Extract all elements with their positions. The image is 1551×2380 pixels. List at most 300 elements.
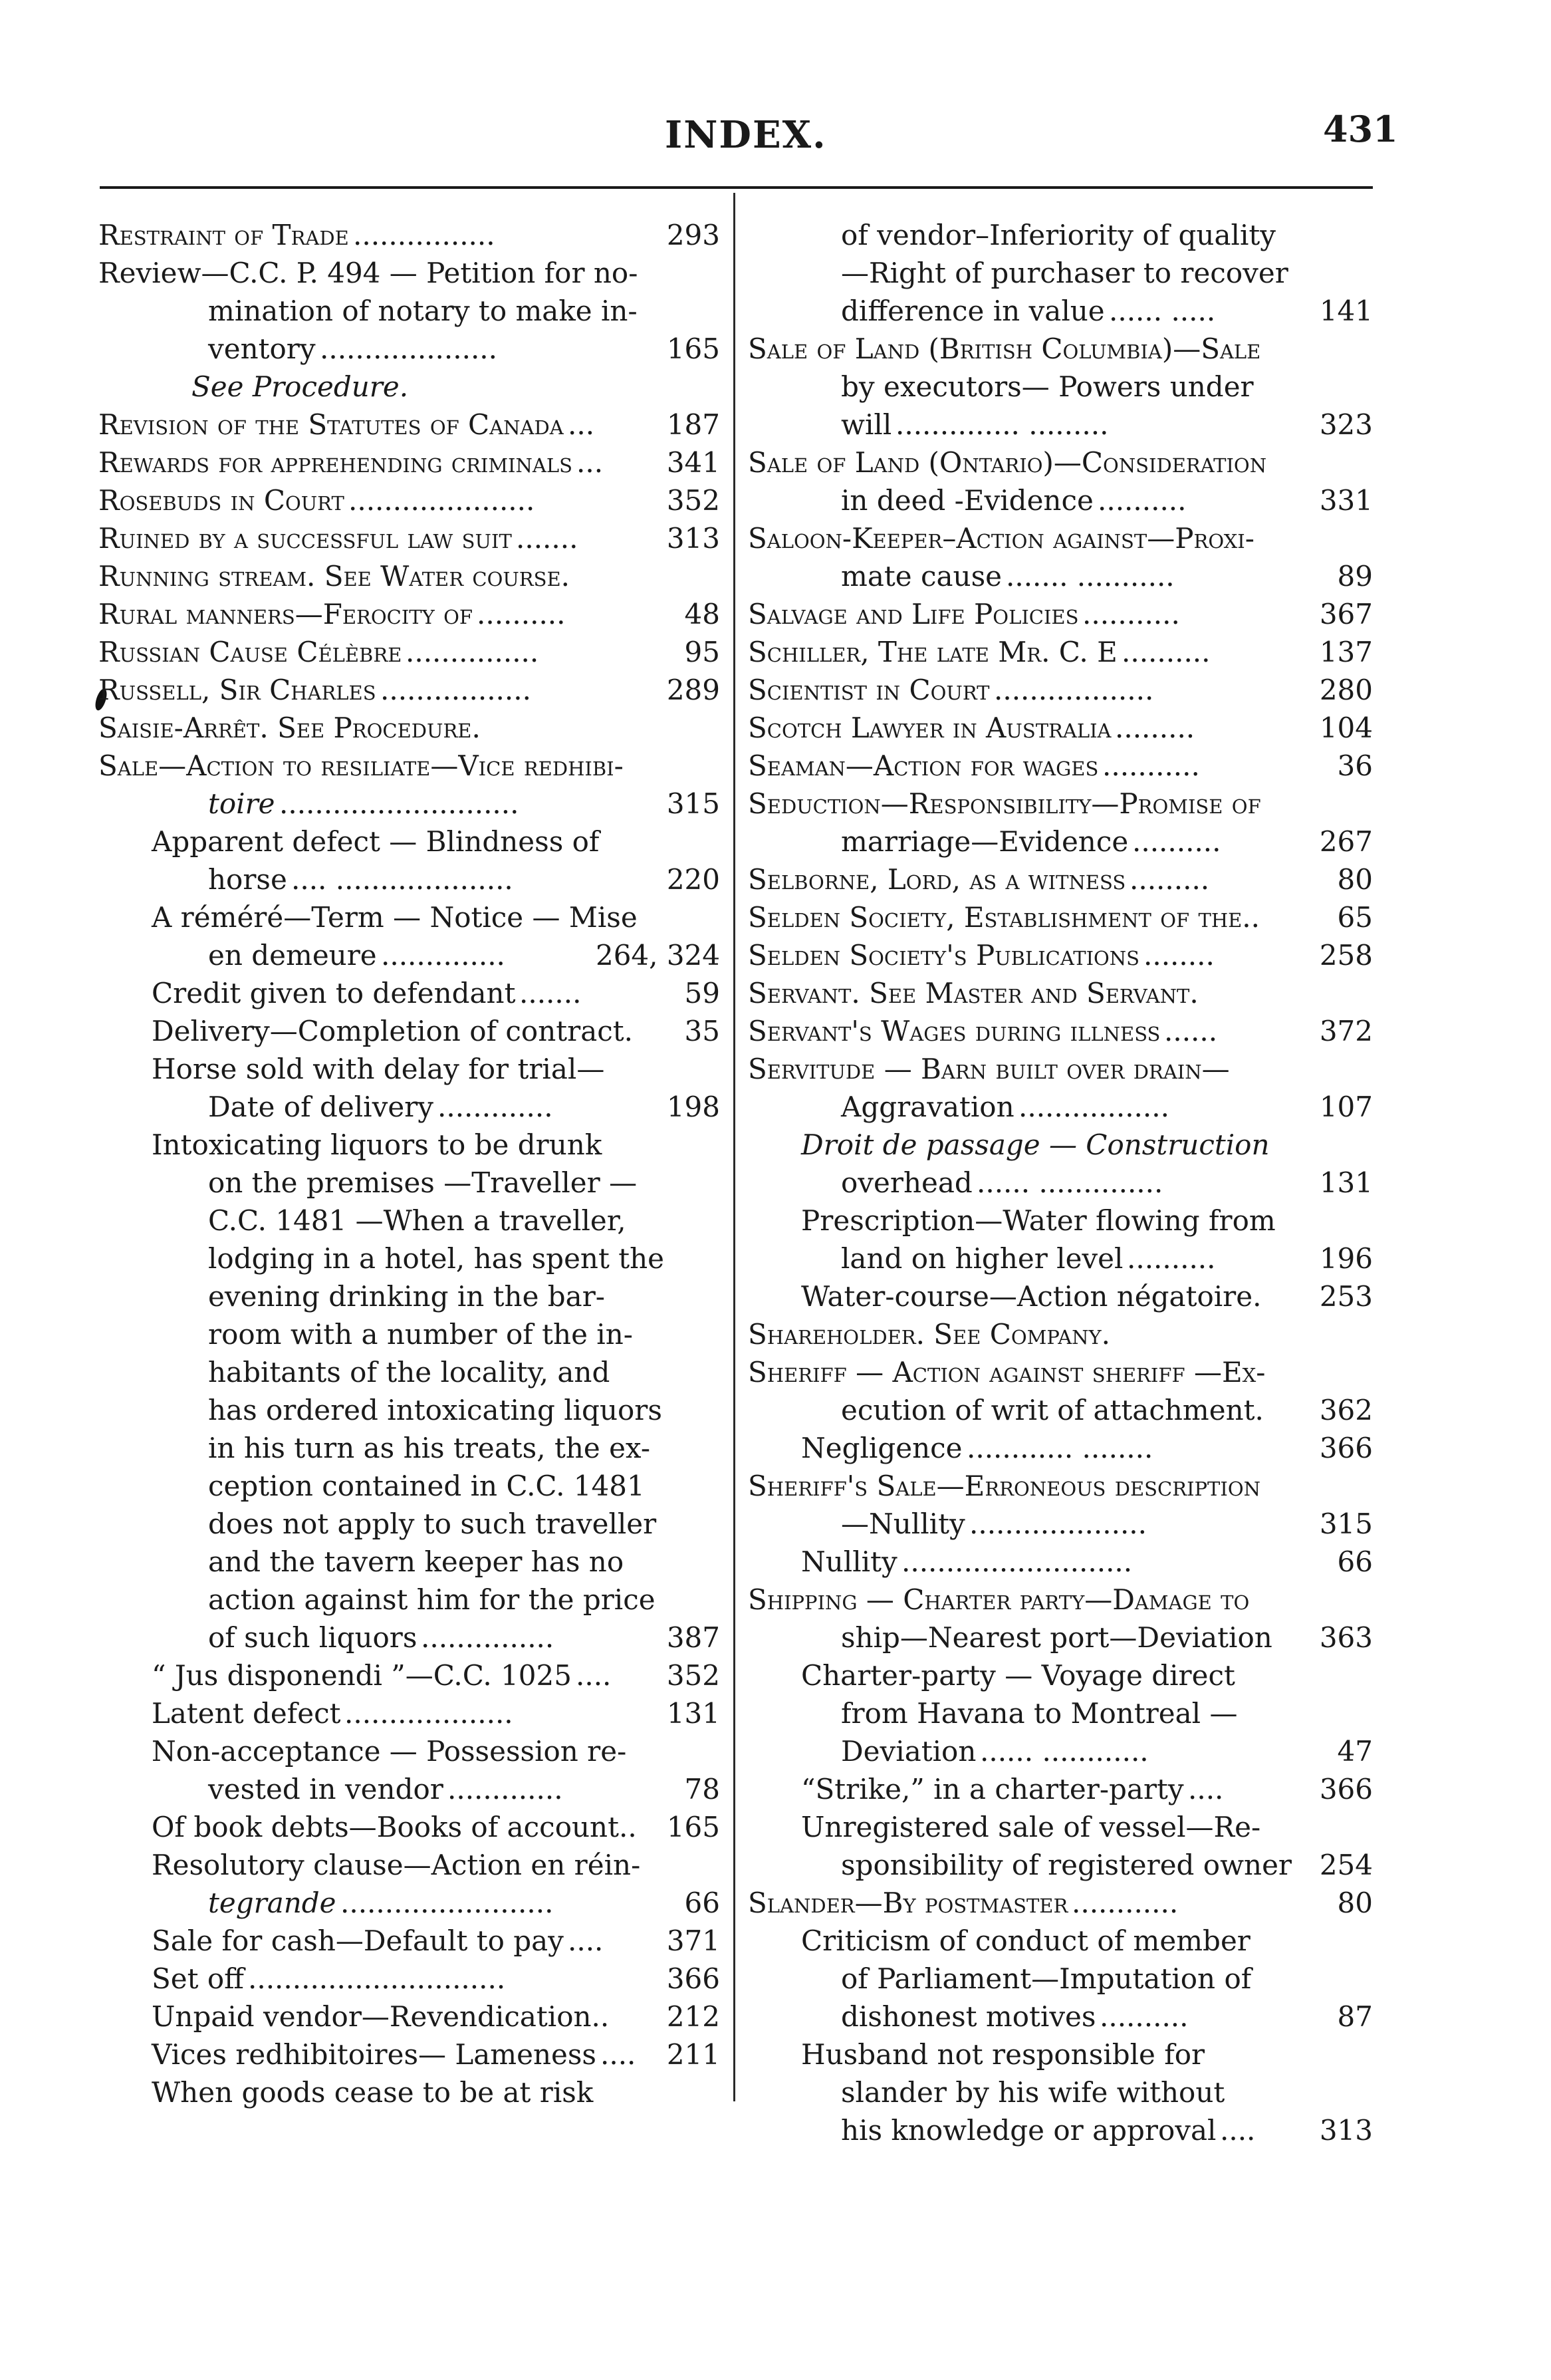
entry-text: vested in vendor xyxy=(208,1773,443,1805)
index-entry-line xyxy=(748,1960,1373,1998)
index-entry-line xyxy=(98,747,720,785)
entry-text: overhead xyxy=(841,1166,973,1199)
index-entry-line xyxy=(98,1050,720,1088)
entry-text: “ Jus disponendi ”—C.C. 1025 xyxy=(152,1659,572,1692)
entry-text: Delivery—Completion of contract. xyxy=(152,1015,633,1047)
index-entry-line xyxy=(98,1088,720,1126)
entry-page-number: 313 xyxy=(666,522,720,555)
index-entry-line xyxy=(98,1240,720,1277)
index-entry-line xyxy=(98,974,720,1012)
index-entry-line xyxy=(748,1732,1373,1770)
entry-text: Running stream. See Water course. xyxy=(98,560,570,593)
index-entry-line xyxy=(98,860,720,898)
index-entry-line xyxy=(748,1884,1373,1922)
entry-text: Prescription—Water flowing from xyxy=(801,1204,1276,1237)
entry-text: When goods cease to be at risk xyxy=(152,2076,594,2109)
entry-page-number: 280 xyxy=(1319,674,1373,706)
index-entry-line xyxy=(748,368,1373,406)
index-entry-line xyxy=(748,216,1373,254)
entry-text: Intoxicating liquors to be drunk xyxy=(152,1128,602,1161)
leader-dots: ............................. xyxy=(248,1962,506,1995)
entry-page-number: 59 xyxy=(684,977,720,1009)
entry-page-number: 315 xyxy=(666,787,720,820)
entry-page-number: 80 xyxy=(1337,863,1373,896)
entry-text: Charter-party — Voyage direct xyxy=(801,1659,1235,1692)
leader-dots: ...... ..... xyxy=(1109,295,1216,327)
index-entry-line xyxy=(98,2073,720,2111)
leader-dots: .......... xyxy=(1122,636,1211,668)
entry-page-number: 196 xyxy=(1319,1242,1373,1275)
leader-dots: ............ xyxy=(1072,1887,1179,1919)
entry-text: from Havana to Montreal — xyxy=(841,1697,1238,1730)
leader-dots: ...... xyxy=(1164,1015,1218,1047)
entry-text: Servant's Wages during illness xyxy=(748,1015,1161,1047)
entry-page-number: 165 xyxy=(666,1811,720,1843)
entry-text: habitants of the locality, and xyxy=(208,1356,610,1388)
entry-text: Horse sold with delay for trial— xyxy=(152,1053,605,1085)
entry-text: Apparent defect — Blindness of xyxy=(152,825,600,858)
entry-text: “Strike,” in a charter-party xyxy=(801,1773,1184,1805)
leader-dots: .............. ......... xyxy=(895,408,1109,441)
leader-dots: .... xyxy=(600,2038,636,2071)
entry-page-number: 211 xyxy=(666,2038,720,2071)
entry-page-number: 313 xyxy=(1319,2114,1373,2147)
index-entry-line xyxy=(98,633,720,671)
index-entry-line xyxy=(98,1960,720,1998)
index-entry-line xyxy=(98,557,720,595)
entry-page-number: 323 xyxy=(1319,408,1373,441)
index-entry-line xyxy=(748,633,1373,671)
index-entry-line xyxy=(98,936,720,974)
index-entry-line xyxy=(98,785,720,823)
leader-dots: ..................... xyxy=(348,484,535,517)
leader-dots: ....... xyxy=(516,522,578,555)
entry-page-number: 331 xyxy=(1319,484,1373,517)
index-entry-line xyxy=(748,1088,1373,1126)
page-number: 431 xyxy=(1323,108,1398,150)
leader-dots: ................... xyxy=(344,1697,513,1730)
entry-text: Shipping — Charter party—Damage to xyxy=(748,1583,1250,1616)
entry-text: Review—C.C. P. 494 — Petition for no- xyxy=(98,257,638,289)
leader-dots: ............. xyxy=(437,1091,553,1123)
leader-dots: ................ xyxy=(353,219,495,251)
entry-text: Salvage and Life Policies xyxy=(748,598,1079,630)
index-entry-line xyxy=(748,406,1373,444)
entry-text: Rural manners—Ferocity of xyxy=(98,598,473,630)
index-entry-line xyxy=(748,709,1373,747)
index-entry-line xyxy=(98,823,720,860)
index-entry-line xyxy=(748,1240,1373,1277)
index-entry-line xyxy=(748,1770,1373,1808)
leader-dots: .............. xyxy=(381,939,505,972)
leader-dots: ................. xyxy=(1018,1091,1169,1123)
entry-page-number: 264, 324 xyxy=(595,939,720,972)
entry-text: C.C. 1481 —When a traveller, xyxy=(208,1204,626,1237)
index-entry-line xyxy=(748,1391,1373,1429)
entry-page-number: 187 xyxy=(666,408,720,441)
index-entry-line xyxy=(98,1922,720,1960)
leader-dots: .................... xyxy=(969,1508,1147,1540)
entry-text: and the tavern keeper has no xyxy=(208,1545,624,1578)
index-entry-line xyxy=(748,1202,1373,1240)
index-entry-line xyxy=(98,671,720,709)
index-entry-line xyxy=(748,2073,1373,2111)
index-entry-line xyxy=(748,330,1373,368)
index-entry-line xyxy=(98,1202,720,1240)
entry-text: Scotch Lawyer in Australia xyxy=(748,712,1112,744)
entry-page-number: 253 xyxy=(1319,1280,1373,1313)
entry-page-number: 352 xyxy=(666,484,720,517)
column-divider xyxy=(733,193,735,2101)
entry-text: Selden Society, Establishment of the.. xyxy=(748,901,1260,934)
index-entry-line xyxy=(748,671,1373,709)
index-entry-line xyxy=(98,1884,720,1922)
index-entry-line xyxy=(748,974,1373,1012)
entry-text: Latent defect xyxy=(152,1697,341,1730)
entry-text: horse xyxy=(208,863,287,896)
entry-text: has ordered intoxicating liquors xyxy=(208,1394,662,1426)
entry-text: lodging in a hotel, has spent the xyxy=(208,1242,664,1275)
entry-text: Criticism of conduct of member xyxy=(801,1924,1251,1957)
entry-text: Selden Society's Publications xyxy=(748,939,1140,972)
entry-text: Saisie-Arrêt. See Procedure. xyxy=(98,712,481,744)
entry-text: Of book debts—Books of account.. xyxy=(152,1811,637,1843)
leader-dots: .......... xyxy=(1132,825,1221,858)
index-column-right xyxy=(748,216,1373,2149)
entry-page-number: 95 xyxy=(684,636,720,668)
entry-text: mination of notary to make in- xyxy=(208,295,638,327)
entry-text: does not apply to such traveller xyxy=(208,1508,657,1540)
entry-text: Set off xyxy=(152,1962,244,1995)
entry-text: ception contained in C.C. 1481 xyxy=(208,1470,645,1502)
index-entry-line xyxy=(98,1012,720,1050)
index-entry-line xyxy=(748,292,1373,330)
entry-text: Sale—Action to resiliate—Vice redhibi- xyxy=(98,749,624,782)
entry-page-number: 367 xyxy=(1319,598,1373,630)
index-entry-line xyxy=(98,1581,720,1619)
leader-dots: ........... xyxy=(1102,749,1200,782)
entry-page-number: 366 xyxy=(666,1962,720,1995)
entry-page-number: 131 xyxy=(1319,1166,1373,1199)
entry-text: Saloon-Keeper–Action against—Proxi- xyxy=(748,522,1254,555)
leader-dots: .... xyxy=(576,1659,612,1692)
entry-text: evening drinking in the bar- xyxy=(208,1280,605,1313)
entry-text: —Right of purchaser to recover xyxy=(841,257,1288,289)
index-entry-line xyxy=(98,216,720,254)
entry-page-number: 66 xyxy=(684,1887,720,1919)
entry-text: ship—Nearest port—Deviation xyxy=(841,1621,1272,1654)
entry-text: room with a number of the in- xyxy=(208,1318,633,1351)
index-entry-line xyxy=(98,1505,720,1543)
index-entry-line xyxy=(748,557,1373,595)
entry-text: Sheriff's Sale—Erroneous description xyxy=(748,1470,1260,1502)
entry-text: will xyxy=(841,408,892,441)
entry-page-number: 267 xyxy=(1319,825,1373,858)
index-entry-line xyxy=(748,2111,1373,2149)
index-entry-line xyxy=(98,368,720,406)
index-entry-line xyxy=(748,519,1373,557)
index-entry-line xyxy=(98,1808,720,1846)
index-entry-line xyxy=(748,1277,1373,1315)
entry-text: Slander—By postmaster xyxy=(748,1887,1068,1919)
leader-dots: .... xyxy=(1188,1773,1224,1805)
entry-text: Russell, Sir Charles xyxy=(98,674,376,706)
index-entry-line xyxy=(748,1808,1373,1846)
entry-page-number: 89 xyxy=(1337,560,1373,593)
entry-text: Schiller, The late Mr. C. E xyxy=(748,636,1118,668)
leader-dots: ............ ........ xyxy=(967,1432,1153,1464)
entry-text: Scientist in Court xyxy=(748,674,990,706)
index-entry-line xyxy=(748,1543,1373,1581)
entry-page-number: 107 xyxy=(1319,1091,1373,1123)
index-entry-line xyxy=(748,860,1373,898)
entry-text: marriage—Evidence xyxy=(841,825,1129,858)
entry-page-number: 254 xyxy=(1319,1849,1373,1881)
entry-page-number: 352 xyxy=(666,1659,720,1692)
leader-dots: ............... xyxy=(406,636,539,668)
index-entry-line xyxy=(748,1050,1373,1088)
entry-text: in deed -Evidence xyxy=(841,484,1094,517)
entry-text: Aggravation xyxy=(841,1091,1014,1123)
entry-text: ecution of writ of attachment. xyxy=(841,1394,1264,1426)
index-entry-line xyxy=(748,2036,1373,2073)
entry-page-number: 366 xyxy=(1319,1773,1373,1805)
leader-dots: .......................... xyxy=(901,1545,1133,1578)
entry-text: Non-acceptance — Possession re- xyxy=(152,1735,627,1768)
entry-text: A réméré—Term — Notice — Mise xyxy=(152,901,638,934)
entry-text: Seduction—Responsibility—Promise of xyxy=(748,787,1261,820)
entry-text: on the premises —Traveller — xyxy=(208,1166,638,1199)
index-entry-line xyxy=(98,519,720,557)
index-entry-line xyxy=(98,1732,720,1770)
index-entry-line xyxy=(98,481,720,519)
index-entry-line xyxy=(98,1126,720,1164)
index-column-left xyxy=(98,216,720,2111)
leader-dots: ........................ xyxy=(340,1887,554,1919)
entry-page-number: 36 xyxy=(1337,749,1373,782)
leader-dots: ... xyxy=(576,446,604,479)
index-entry-line xyxy=(748,1846,1373,1884)
index-entry-line xyxy=(748,1694,1373,1732)
entry-text: Sale for cash—Default to pay xyxy=(152,1924,564,1957)
index-entry-line xyxy=(748,747,1373,785)
index-entry-line xyxy=(748,1164,1373,1202)
entry-text: land on higher level xyxy=(841,1242,1124,1275)
entry-page-number: 87 xyxy=(1337,2000,1373,2033)
entry-text: slander by his wife without xyxy=(841,2076,1225,2109)
index-entry-line xyxy=(98,1164,720,1202)
entry-page-number: 289 xyxy=(666,674,720,706)
index-entry-line xyxy=(748,481,1373,519)
entry-text: Restraint of Trade xyxy=(98,219,349,251)
index-entry-line xyxy=(748,936,1373,974)
entry-text: Unregistered sale of vessel—Re- xyxy=(801,1811,1261,1843)
index-entry-line xyxy=(748,595,1373,633)
leader-dots: ........... xyxy=(1082,598,1180,630)
entry-page-number: 48 xyxy=(684,598,720,630)
entry-text: action against him for the price xyxy=(208,1583,656,1616)
index-entry-line xyxy=(98,1315,720,1353)
leader-dots: .......... xyxy=(1098,484,1187,517)
leader-dots: .......... xyxy=(477,598,566,630)
entry-text: Shareholder. See Company. xyxy=(748,1318,1111,1351)
index-entry-line xyxy=(748,898,1373,936)
index-entry-line xyxy=(748,1998,1373,2036)
entry-page-number: 372 xyxy=(1319,1015,1373,1047)
entry-text: Revision of the Statutes of Canada xyxy=(98,408,564,441)
entry-text: Nullity xyxy=(801,1545,897,1578)
entry-text: mate cause xyxy=(841,560,1002,593)
entry-text: en demeure xyxy=(208,939,377,972)
entry-page-number: 131 xyxy=(666,1697,720,1730)
index-entry-line xyxy=(98,1846,720,1884)
entry-page-number: 141 xyxy=(1319,295,1373,327)
index-entry-line xyxy=(98,1429,720,1467)
entry-text: Deviation xyxy=(841,1735,977,1768)
entry-text: of vendor–Inferiority of quality xyxy=(841,219,1276,251)
entry-page-number: 363 xyxy=(1319,1621,1373,1654)
entry-page-number: 212 xyxy=(666,2000,720,2033)
index-entry-line xyxy=(748,1353,1373,1391)
index-entry-line xyxy=(748,444,1373,481)
entry-text: tegrande xyxy=(208,1887,336,1919)
index-entry-line xyxy=(98,1277,720,1315)
leader-dots: .... .................... xyxy=(291,863,513,896)
entry-text: Vices redhibitoires— Lameness xyxy=(152,2038,596,2071)
leader-dots: ....... ........... xyxy=(1006,560,1175,593)
entry-page-number: 66 xyxy=(1337,1545,1373,1578)
leader-dots: .......... xyxy=(1127,1242,1216,1275)
leader-dots: .......... xyxy=(1100,2000,1189,2033)
index-entry-line xyxy=(98,330,720,368)
index-entry-line xyxy=(98,2036,720,2073)
entry-page-number: 35 xyxy=(684,1015,720,1047)
entry-text: Servitude — Barn built over drain— xyxy=(748,1053,1230,1085)
index-entry-line xyxy=(98,254,720,292)
index-entry-line xyxy=(98,1391,720,1429)
entry-page-number: 80 xyxy=(1337,1887,1373,1919)
entry-text: toire xyxy=(208,787,275,820)
index-entry-line xyxy=(98,1998,720,2036)
index-entry-line xyxy=(748,1505,1373,1543)
entry-page-number: 293 xyxy=(666,219,720,251)
entry-text: in his turn as his treats, the ex- xyxy=(208,1432,651,1464)
leader-dots: ............. xyxy=(447,1773,563,1805)
leader-dots: ...... ............ xyxy=(980,1735,1149,1768)
entry-text: of such liquors xyxy=(208,1621,418,1654)
index-entry-line xyxy=(98,1694,720,1732)
index-entry-line xyxy=(748,1467,1373,1505)
index-entry-line xyxy=(98,595,720,633)
entry-text: Droit de passage — Construction xyxy=(801,1128,1270,1161)
index-entry-line xyxy=(748,1315,1373,1353)
entry-text: Sale of Land (British Columbia)—Sale xyxy=(748,332,1261,365)
leader-dots: ...... .............. xyxy=(977,1166,1163,1199)
entry-text: difference in value xyxy=(841,295,1105,327)
leader-dots: ... xyxy=(568,408,595,441)
header-rule xyxy=(100,186,1373,189)
entry-page-number: 371 xyxy=(666,1924,720,1957)
entry-text: Sheriff — Action against sheriff —Ex- xyxy=(748,1356,1266,1388)
entry-page-number: 220 xyxy=(666,863,720,896)
entry-text: Servant. See Master and Servant. xyxy=(748,977,1199,1009)
entry-text: Water-course—Action négatoire. xyxy=(801,1280,1262,1313)
leader-dots: .... xyxy=(568,1924,604,1957)
leader-dots: ........................... xyxy=(279,787,519,820)
entry-text: Rewards for apprehending criminals xyxy=(98,446,572,479)
index-entry-line xyxy=(748,1656,1373,1694)
index-entry-line xyxy=(98,1619,720,1656)
entry-text: his knowledge or approval xyxy=(841,2114,1217,2147)
index-entry-line xyxy=(98,898,720,936)
index-entry-line xyxy=(98,292,720,330)
entry-page-number: 258 xyxy=(1319,939,1373,972)
leader-dots: .................... xyxy=(320,332,498,365)
index-entry-line xyxy=(748,1429,1373,1467)
entry-text: Unpaid vendor—Revendication.. xyxy=(152,2000,610,2033)
entry-page-number: 165 xyxy=(666,332,720,365)
entry-text: Rosebuds in Court xyxy=(98,484,344,517)
index-entry-line xyxy=(748,1619,1373,1656)
index-entry-line xyxy=(98,1770,720,1808)
entry-text: Date of delivery xyxy=(208,1091,433,1123)
entry-text: Seaman—Action for wages xyxy=(748,749,1099,782)
entry-page-number: 362 xyxy=(1319,1394,1373,1426)
index-entry-line xyxy=(98,709,720,747)
index-entry-line xyxy=(748,1012,1373,1050)
index-entry-line xyxy=(98,1353,720,1391)
index-entry-line xyxy=(748,1922,1373,1960)
index-entry-line xyxy=(748,785,1373,823)
entry-page-number: 198 xyxy=(666,1091,720,1123)
entry-text: Resolutory clause—Action en réin- xyxy=(152,1849,641,1881)
index-entry-line xyxy=(748,254,1373,292)
entry-text: Credit given to defendant xyxy=(152,977,516,1009)
entry-text: —Nullity xyxy=(841,1508,965,1540)
index-entry-line xyxy=(98,1543,720,1581)
entry-page-number: 366 xyxy=(1319,1432,1373,1464)
entry-text: Russian Cause Célèbre xyxy=(98,636,402,668)
entry-page-number: 104 xyxy=(1319,712,1373,744)
leader-dots: .................. xyxy=(994,674,1154,706)
leader-dots: ............... xyxy=(421,1621,554,1654)
entry-text: See Procedure. xyxy=(191,370,409,403)
leader-dots: ................. xyxy=(380,674,531,706)
entry-page-number: 65 xyxy=(1337,901,1373,934)
entry-text: sponsibility of registered owner xyxy=(841,1849,1292,1881)
leader-dots: ....... xyxy=(519,977,582,1009)
entry-text: Selborne, Lord, as a witness xyxy=(748,863,1126,896)
entry-text: Husband not responsible for xyxy=(801,2038,1205,2071)
index-entry-line xyxy=(98,444,720,481)
index-entry-line xyxy=(98,406,720,444)
page-title: INDEX. xyxy=(665,113,827,157)
index-entry-line xyxy=(748,1581,1373,1619)
entry-text: Sale of Land (Ontario)—Consideration xyxy=(748,446,1267,479)
index-entry-line xyxy=(98,1656,720,1694)
entry-page-number: 137 xyxy=(1319,636,1373,668)
entry-page-number: 341 xyxy=(666,446,720,479)
entry-text: Negligence xyxy=(801,1432,963,1464)
entry-text: dishonest motives xyxy=(841,2000,1096,2033)
entry-text: ventory xyxy=(208,332,316,365)
entry-page-number: 315 xyxy=(1319,1508,1373,1540)
entry-page-number: 47 xyxy=(1337,1735,1373,1768)
leader-dots: ......... xyxy=(1115,712,1195,744)
index-entry-line xyxy=(748,1126,1373,1164)
index-entry-line xyxy=(748,823,1373,860)
entry-text: by executors— Powers under xyxy=(841,370,1254,403)
